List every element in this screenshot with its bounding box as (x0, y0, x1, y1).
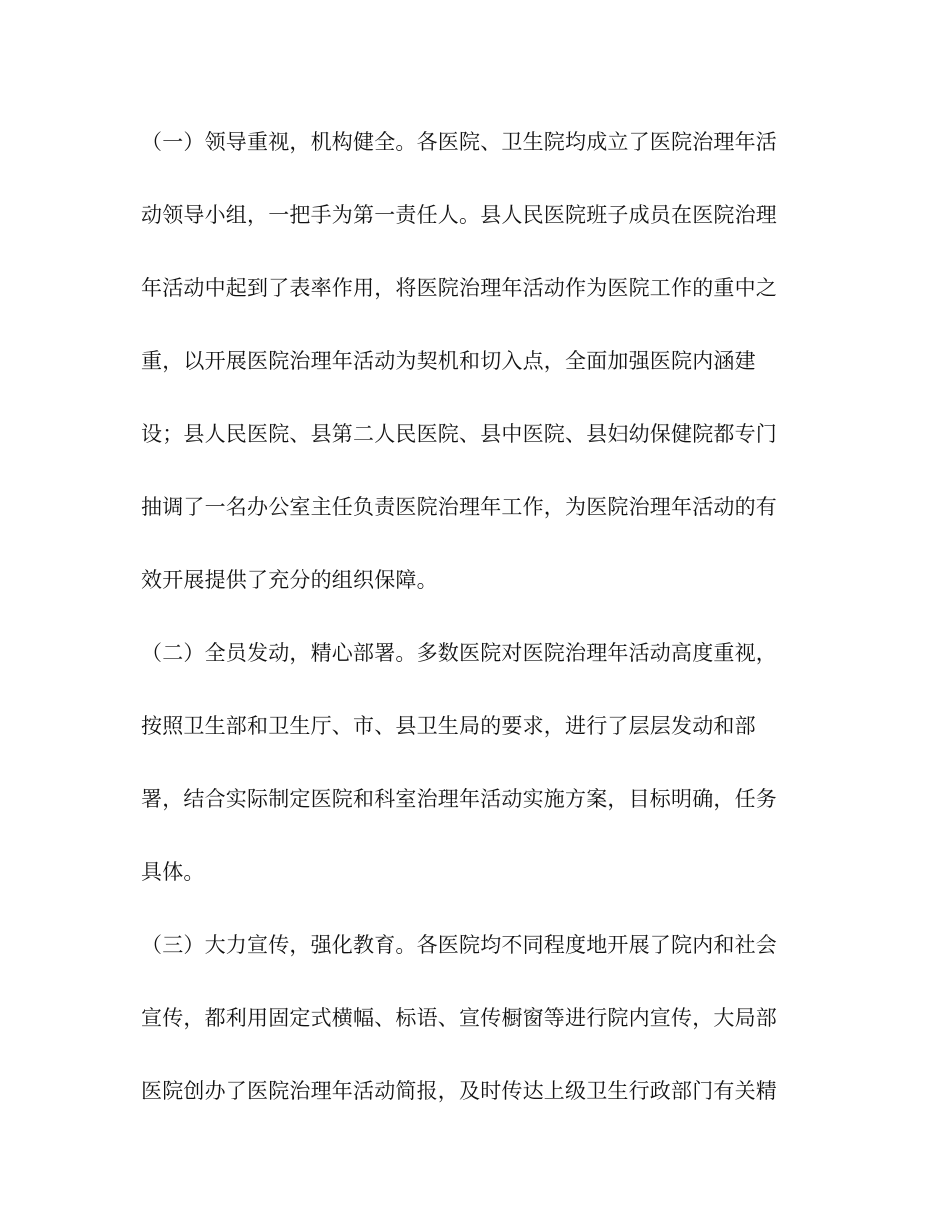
text-line: 具体。 (141, 860, 205, 884)
text-line: 年活动中起到了表率作用，将医院治理年活动作为医院工作的重中之 (141, 276, 777, 300)
text-line: 医院创办了医院治理年活动简报，及时传达上级卫生行政部门有关精 (141, 1079, 777, 1103)
text-line: （一）领导重视，机构健全。各医院、卫生院均成立了医院治理年活 (141, 130, 777, 154)
text-line: 署，结合实际制定医院和科室治理年活动实施方案，目标明确，任务 (141, 787, 777, 811)
text-line: 效开展提供了充分的组织保障。 (141, 568, 438, 592)
text-line: （二）全员发动，精心部署。多数医院对医院治理年活动高度重视， (141, 641, 777, 665)
text-line: 按照卫生部和卫生厅、市、县卫生局的要求，进行了层层发动和部 (141, 714, 756, 738)
text-line: 抽调了一名办公室主任负责医院治理年工作，为医院治理年活动的有 (141, 495, 777, 519)
text-line: 动领导小组，一把手为第一责任人。县人民医院班子成员在医院治理 (141, 203, 777, 227)
text-line: 宣传，都利用固定式横幅、标语、宣传橱窗等进行院内宣传，大局部 (141, 1006, 777, 1030)
text-line: （三）大力宣传，强化教育。各医院均不同程度地开展了院内和社会 (141, 933, 777, 957)
text-line: 设；县人民医院、县第二人民医院、县中医院、县妇幼保健院都专门 (141, 422, 777, 446)
text-line: 重，以开展医院治理年活动为契机和切入点，全面加强医院内涵建 (141, 349, 756, 373)
